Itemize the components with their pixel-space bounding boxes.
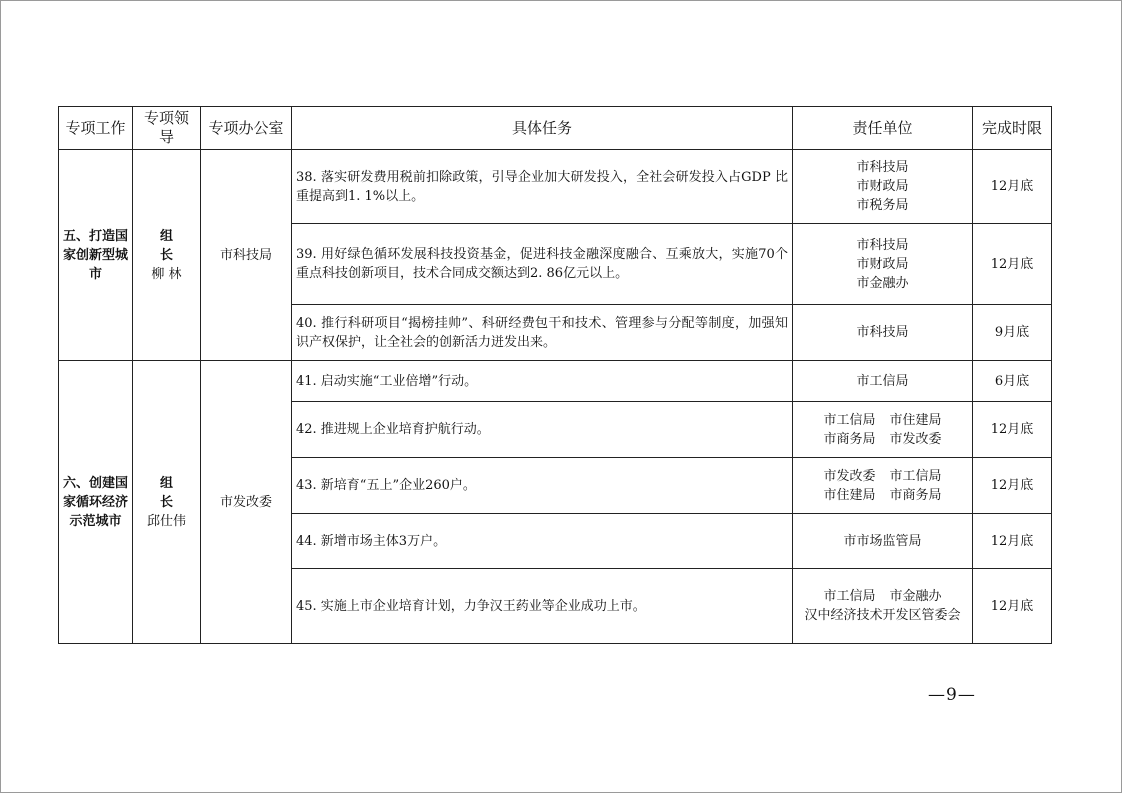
task-text: 44. 新增市场主体3万户。 [292, 514, 793, 569]
unit-pair [797, 467, 968, 486]
header-responsible-unit: 责任单位 [793, 107, 973, 150]
responsible-units [793, 569, 973, 644]
deadline: 12月底 [973, 150, 1052, 224]
unit-name: 市发改委 [889, 431, 942, 447]
unit-name: 市商务局 [823, 431, 876, 447]
deadline: 12月底 [973, 458, 1052, 514]
unit-name: 市金融办 [889, 589, 942, 604]
leader-title: 组长 [159, 475, 185, 510]
unit-name: 市税务局 [856, 198, 909, 213]
table-row [59, 150, 1052, 224]
group-title: 六、创建国家循环经济示范城市 [59, 361, 133, 644]
leader-name: 邱仕伟 [146, 513, 186, 529]
group-leader [133, 150, 201, 361]
group-leader [133, 361, 201, 644]
task-text: 38. 落实研发费用税前扣除政策，引导企业加大研发投入，全社会研发投入占GDP 比重提高到1. 1%以上。 [292, 150, 793, 224]
deadline: 12月底 [973, 224, 1052, 305]
unit-name: 市工信局 [823, 412, 876, 428]
unit-pair [797, 486, 968, 505]
group-office: 市科技局 [201, 150, 292, 361]
deadline: 12月底 [973, 569, 1052, 644]
header-special-office: 专项办公室 [201, 107, 292, 150]
responsible-units [793, 402, 973, 458]
unit-pair [797, 411, 968, 430]
responsible-units [793, 458, 973, 514]
group-office: 市发改委 [201, 361, 292, 644]
table-header-row [59, 107, 1052, 150]
responsible-units [793, 150, 973, 224]
responsible-units [793, 305, 973, 361]
task-text: 41. 启动实施“工业倍增”行动。 [292, 361, 793, 402]
task-text: 40. 推行科研项目“揭榜挂帅”、科研经费包干和技术、管理参与分配等制度，加强知识产权保护，让全社会的创新活力迸发出来。 [292, 305, 793, 361]
unit-name: 市市场监管局 [843, 533, 922, 549]
task-text: 45. 实施上市企业培育计划，力争汉王药业等企业成功上市。 [292, 569, 793, 644]
responsible-units [793, 361, 973, 402]
page-number: —9— [928, 685, 976, 705]
unit-name: 市科技局 [856, 237, 909, 253]
unit-name: 市住建局 [823, 487, 876, 503]
unit-pair [797, 606, 968, 625]
task-text: 39. 用好绿色循环发展科技投资基金，促进科技金融深度融合、互乘放大，实施70个重点科技创新项目，技术合同成交额达到2. 86亿元以上。 [292, 224, 793, 305]
deadline: 12月底 [973, 402, 1052, 458]
header-specific-task: 具体任务 [292, 107, 793, 150]
task-text: 43. 新培育“五上”企业260户。 [292, 458, 793, 514]
group-title: 五、打造国家创新型城市 [59, 150, 133, 361]
responsible-units [793, 224, 973, 305]
task-text: 42. 推进规上企业培育护航行动。 [292, 402, 793, 458]
unit-name: 市金融办 [856, 275, 909, 291]
unit-name: 市财政局 [856, 256, 909, 272]
leader-title: 组长 [159, 228, 185, 263]
header-special-leader: 专项领导 [133, 107, 201, 150]
unit-name: 市科技局 [856, 160, 909, 175]
unit-name: 市商务局 [889, 487, 942, 503]
unit-name: 市住建局 [889, 412, 942, 428]
unit-pair [797, 587, 968, 606]
unit-name: 市工信局 [856, 373, 909, 389]
unit-name: 市财政局 [856, 179, 909, 194]
unit-name: 市工信局 [823, 589, 876, 604]
table-row [59, 361, 1052, 402]
task-table [58, 106, 1052, 644]
unit-name: 市工信局 [889, 468, 942, 484]
deadline: 6月底 [973, 361, 1052, 402]
unit-name: 市科技局 [856, 325, 909, 340]
unit-name: 市发改委 [823, 468, 876, 484]
header-special-work: 专项工作 [59, 107, 133, 150]
header-deadline: 完成时限 [973, 107, 1052, 150]
unit-pair [797, 430, 968, 449]
leader-name: 柳 林 [151, 266, 182, 282]
responsible-units [793, 514, 973, 569]
deadline: 12月底 [973, 514, 1052, 569]
deadline: 9月底 [973, 305, 1052, 361]
unit-name: 汉中经济技术开发区管委会 [804, 608, 961, 623]
